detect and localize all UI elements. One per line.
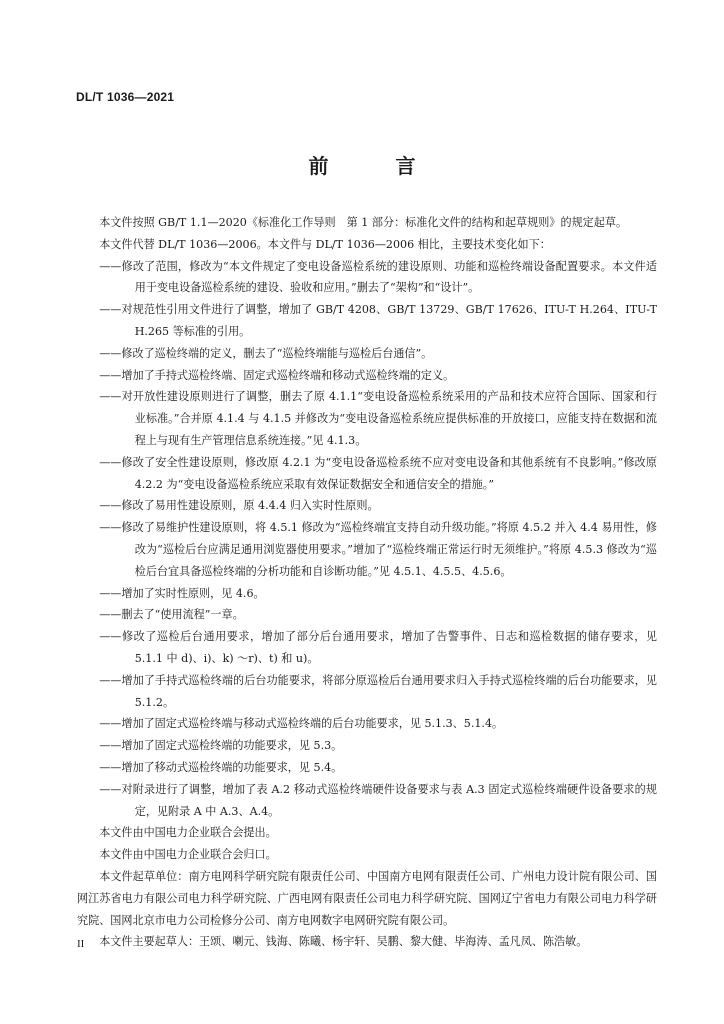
- change-item: ——对规范性引用文件进行了调整，增加了 GB/T 4208、GB/T 13729、GB/T 17626、ITU-T H.264、ITU-T H.265 等标准的引用。: [99, 303, 657, 338]
- drafting-units-paragraph: 本文件起草单位：南方电网科学研究院有限责任公司、中国南方电网有限责任公司、广州电力设计院有限公司、国网江苏省电力有限公司电力科学研究院、广西电网有限责任公司电力科学研究院、国网辽宁省电力有限公司电力科学研究院、国网北京市电力公司检修分公司、南方电网数字电网研究院有限公司。: [77, 869, 657, 927]
- change-item: ——增加了手持式巡检终端的后台功能要求，将部分原巡检后台通用要求归入手持式巡检终端的后台功能要求，见 5.1.2。: [99, 673, 657, 709]
- change-item: ——增加了实时性原则，见 4.6。: [99, 586, 265, 600]
- proposer-paragraph: 本文件由中国电力企业联合会提出。: [99, 826, 277, 840]
- change-item: ——增加了固定式巡检终端与移动式巡检终端的后台功能要求，见 5.1.3、5.1.4。: [99, 717, 504, 731]
- change-item: ——修改了安全性建设原则，修改原 4.2.1 为“变电设备巡检系统不应对变电设备和其他系统有不良影响。”修改原 4.2.2 为“变电设备巡检系统应采取有效保证数据安全和通信安全的措施。”: [99, 455, 657, 491]
- change-item: ——增加了手持式巡检终端、固定式巡检终端和移动式巡检终端的定义。: [99, 368, 455, 382]
- change-item: ——修改了易用性建设原则，原 4.4.4 归入实时性原则。: [99, 499, 379, 513]
- centralized-by-paragraph: 本文件由中国电力企业联合会归口。: [99, 848, 277, 862]
- page-number: II: [77, 938, 85, 950]
- change-item: ——修改了巡检后台通用要求，增加了部分后台通用要求，增加了告警事件、日志和巡检数据的储存要求，见 5.1.1 中 d)、i)、k) ～r)、t) 和 u)。: [99, 630, 657, 665]
- change-item: ——修改了巡检终端的定义，删去了“巡检终端能与巡检后台通信”。: [99, 346, 433, 360]
- page-title: 前 言: [308, 154, 446, 178]
- change-item: ——对开放性建设原则进行了调整，删去了原 4.1.1“变电设备巡检系统采用的产品和技术应符合国际、国家和行业标准。”合并原 4.1.4 与 4.1.5 并修改为“变电设备巡检系统应提供标准的开放接口，应能支持在数据和流程上与现有生产管理信息系统连接。”见 4.1.3。: [99, 390, 657, 447]
- intro-paragraph-2: 本文件代替 DL/T 1036—2006。本文件与 DL/T 1036—2006 相比，主要技术变化如下：: [99, 237, 551, 251]
- change-item: ——增加了移动式巡检终端的功能要求，见 5.4。: [99, 760, 343, 774]
- drafters-paragraph: 本文件主要起草人：王颂、喇元、钱海、陈曦、杨宇轩、吴鹏、黎大健、毕海涛、孟凡凤、陈浩敏。: [99, 935, 588, 949]
- change-item: ——删去了“使用流程”一章。: [99, 608, 244, 622]
- change-item: ——修改了易维护性建设原则，将 4.5.1 修改为“巡检终端宜支持自动升级功能。”将原 4.5.2 并入 4.4 易用性，修改为“巡检后台应满足通用浏览器使用要求。”增加了“巡检终端正常运行时无须维护。”将原 4.5.3 修改为“巡检后台宜具备巡检终端的分析功能和自诊断功能。”见 4.5.1、4.5.5、4.5.6。: [99, 521, 657, 578]
- foreword-body: [77, 212, 657, 953]
- intro-paragraph-1: 本文件按照 GB/T 1.1—2020《标准化工作导则 第 1 部分：标准化文件的结构和起草规则》的规定起草。: [99, 216, 628, 229]
- change-item: ——修改了范围，修改为“本文件规定了变电设备巡检系统的建设原则、功能和巡检终端设备配置要求。本文件适用于变电设备巡检系统的建设、验收和应用。”删去了“架构”和“设计”。: [99, 259, 657, 295]
- change-item: ——对附录进行了调整，增加了表 A.2 移动式巡检终端硬件设备要求与表 A.3 固定式巡检终端硬件设备要求的规定，见附录 A 中 A.3、A.4。: [99, 782, 657, 818]
- document-code-header: DL/T 1036—2021: [76, 90, 175, 104]
- change-item: ——增加了固定式巡检终端的功能要求，见 5.3。: [99, 739, 343, 753]
